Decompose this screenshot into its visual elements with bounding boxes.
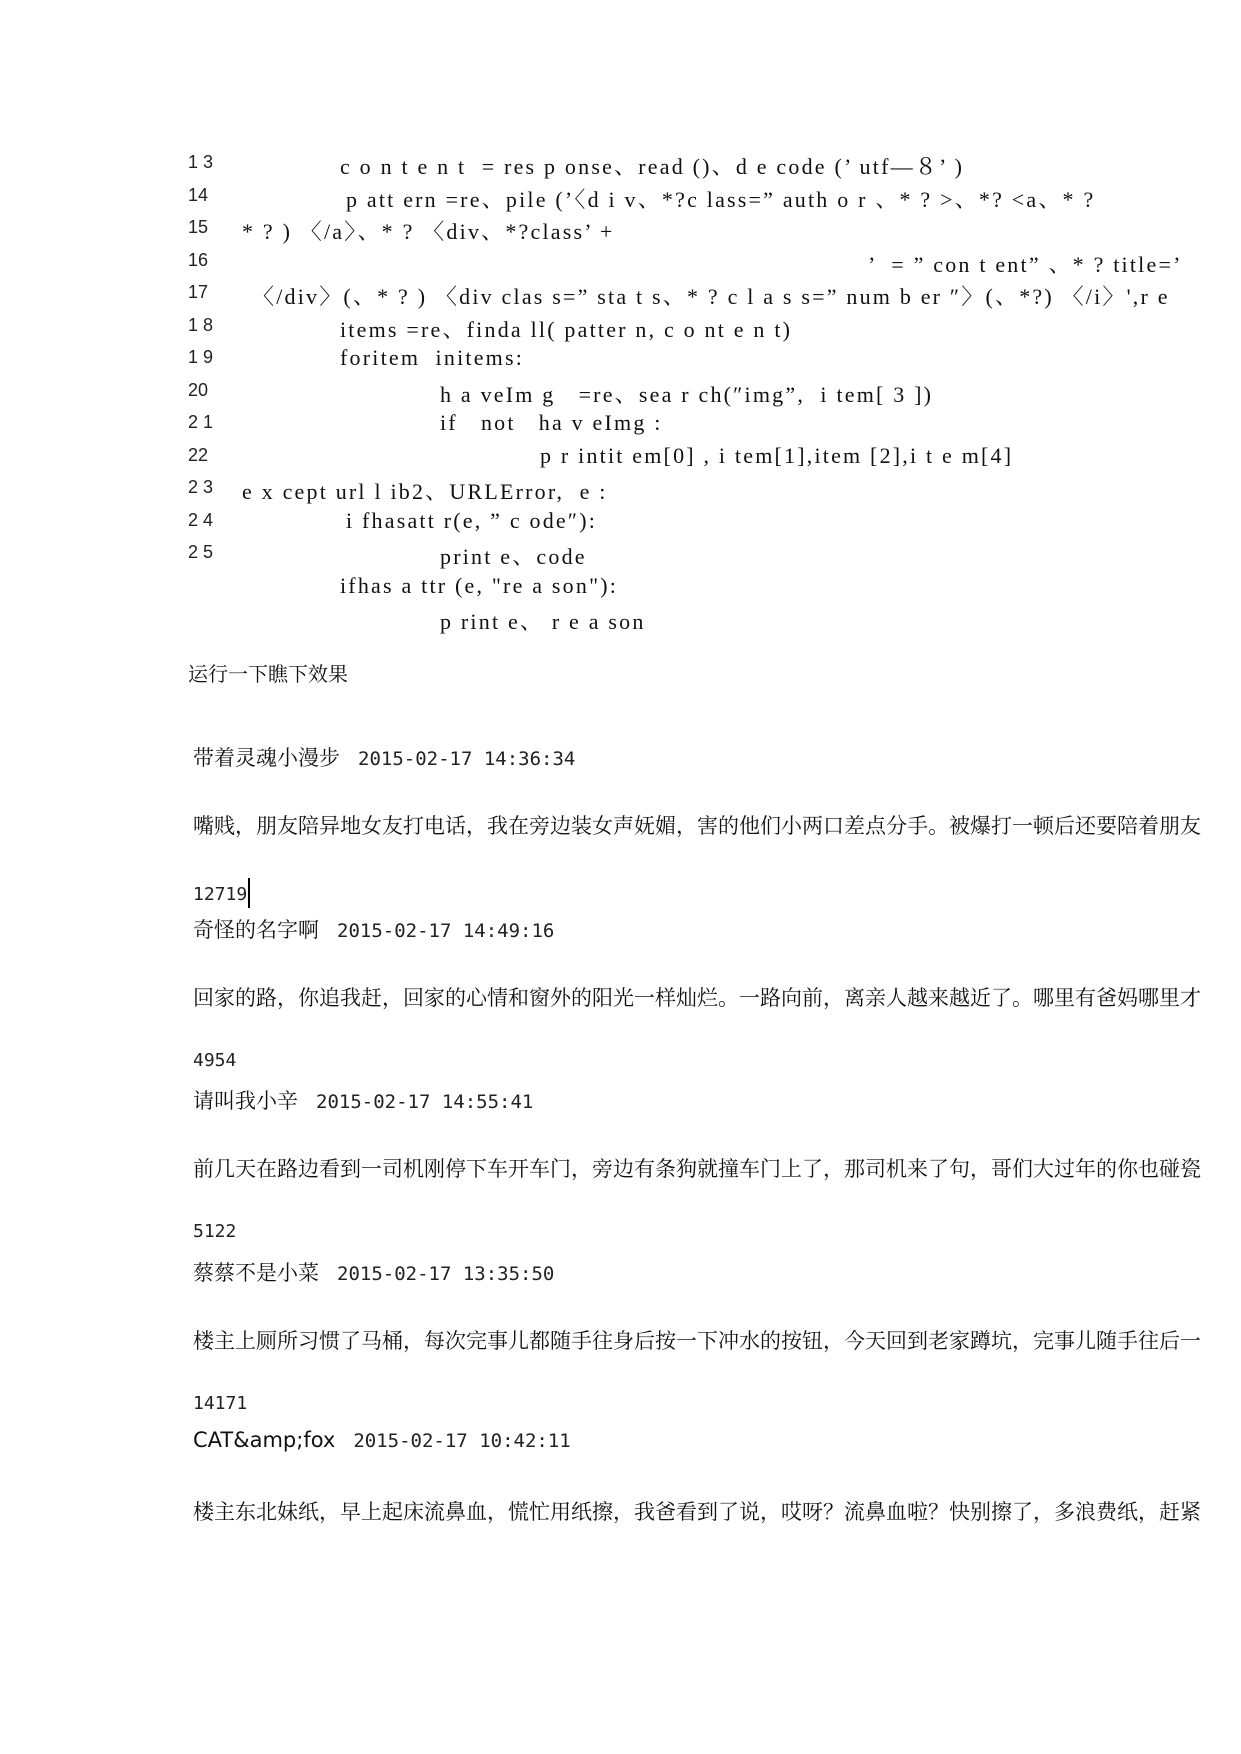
post-author: 奇怪的名字啊 [193, 917, 319, 942]
code-text: e x cept url l ib2、URLError, e : [242, 479, 608, 504]
line-number: 2 1 [188, 412, 214, 432]
code-line [0, 540, 1241, 573]
post-content: 楼主上厕所习惯了马桶，每次完事儿都随手往身后按一下冲水的按钮，今天回到老家蹲坑，完事儿随手往后一 [193, 1328, 1201, 1353]
code-text: p rint e、 r e a son [440, 609, 646, 634]
post-header [193, 742, 575, 772]
post-vote-count: 4954 [193, 1049, 237, 1071]
code-line [0, 183, 1241, 216]
code-text: p att ern =re、pile (’〈d i v、*?c lass=” auth o r 、* ? >、*? <a、* ? [346, 186, 1096, 212]
post-header [193, 1257, 554, 1287]
post-item [193, 742, 1241, 914]
code-line [0, 215, 1241, 248]
line-number: 14 [188, 184, 209, 205]
post-content: 嘴贱，朋友陪异地女友打电话，我在旁边装女声妩媚，害的他们小两口差点分手。被爆打一顿后还要陪着朋友 [193, 814, 1201, 838]
post-vote-count: 5122 [193, 1221, 237, 1242]
post-time: 2015-02-17 14:55:41 [316, 1091, 534, 1113]
post-item [193, 914, 1241, 1086]
text-cursor [248, 878, 250, 908]
section-heading: 运行一下瞧下效果 [188, 662, 348, 686]
post-item [193, 1257, 1241, 1429]
line-number: 2 4 [188, 509, 214, 530]
code-line [0, 573, 1241, 606]
code-text: c o n t e n t = res p onse、read ()、d e code (’ utf—８’ ) [340, 154, 965, 179]
code-line [0, 313, 1241, 346]
post-author: CAT&amp;fox [193, 1428, 336, 1452]
code-line [0, 248, 1241, 281]
code-text: print e、code [440, 544, 587, 569]
post-header [193, 1085, 533, 1115]
post-content: 回家的路，你追我赶，回家的心情和窗外的阳光一样灿烂。一路向前，离亲人越来越近了。哪里有爸妈哪里才 [193, 985, 1201, 1010]
line-number: 1 9 [188, 347, 214, 367]
post-vote-count: 12719 [193, 884, 248, 905]
code-line [0, 475, 1241, 508]
line-number: 1 8 [188, 314, 214, 335]
code-line [0, 410, 1241, 443]
code-block [0, 150, 1241, 638]
post-author: 请叫我小辛 [193, 1089, 298, 1113]
line-number: 20 [188, 379, 209, 400]
code-text: foritem initems: [340, 345, 525, 370]
post-content: 前几天在路边看到一司机刚停下车开车门，旁边有条狗就撞车门上了，那司机来了句，哥们大过年的你也碰瓷 [193, 1157, 1201, 1181]
post-list [193, 742, 1241, 1600]
post-time: 2015-02-17 14:49:16 [337, 919, 555, 942]
line-number: 17 [188, 282, 209, 302]
post-author: 蔡蔡不是小菜 [193, 1260, 319, 1285]
code-text: items =re、finda ll( patter n, c o nt e n t) [340, 316, 793, 342]
line-number: 15 [188, 217, 209, 237]
post-header [193, 914, 554, 944]
line-number: 22 [188, 444, 209, 465]
code-line [0, 443, 1241, 476]
post-time: 2015-02-17 14:36:34 [358, 748, 576, 770]
code-text: 〈/div〉(、* ? ) 〈div clas s=” sta t s、* ? c l a s s=” num b er ″〉(、*?) 〈/i〉',r e [252, 284, 1170, 309]
code-text: ’ = ” con t ent” 、* ? title=’ [868, 251, 1183, 277]
line-number: 2 3 [188, 477, 214, 497]
post-time: 2015-02-17 10:42:11 [353, 1430, 571, 1452]
code-text: h a veIm g =re、sea r ch(″img”, i tem[ 3 ]) [440, 381, 934, 407]
code-line [0, 508, 1241, 541]
post-item [193, 1428, 1241, 1600]
code-text: p r intit em[0] , i tem[1],item [2],i t e m[4] [540, 442, 1014, 468]
code-line [0, 378, 1241, 411]
code-text: ifhas a ttr (e, "re a son"): [340, 572, 619, 598]
post-author: 带着灵魂小漫步 [193, 746, 340, 770]
post-time: 2015-02-17 13:35:50 [337, 1262, 555, 1285]
post-content: 楼主东北妹纸，早上起床流鼻血，慌忙用纸擦，我爸看到了说，哎呀？流鼻血啦？快别擦了，多浪费纸，赶紧 [193, 1500, 1201, 1524]
code-line [0, 280, 1241, 313]
line-number: 1 3 [188, 152, 214, 172]
post-item [193, 1085, 1241, 1257]
line-number: 2 5 [188, 542, 214, 562]
line-number: 16 [188, 249, 209, 270]
post-count-row [193, 878, 250, 908]
code-text: if not ha v eImg : [440, 410, 663, 435]
post-header [193, 1428, 571, 1452]
code-line [0, 605, 1241, 638]
post-vote-count: 14171 [193, 1392, 248, 1414]
code-line [0, 150, 1241, 183]
code-text: * ? ) 〈/a〉、* ? 〈div、*?class’ + [242, 219, 615, 244]
code-text: i fhasatt r(e, ” c ode″): [346, 507, 598, 533]
code-line [0, 345, 1241, 378]
